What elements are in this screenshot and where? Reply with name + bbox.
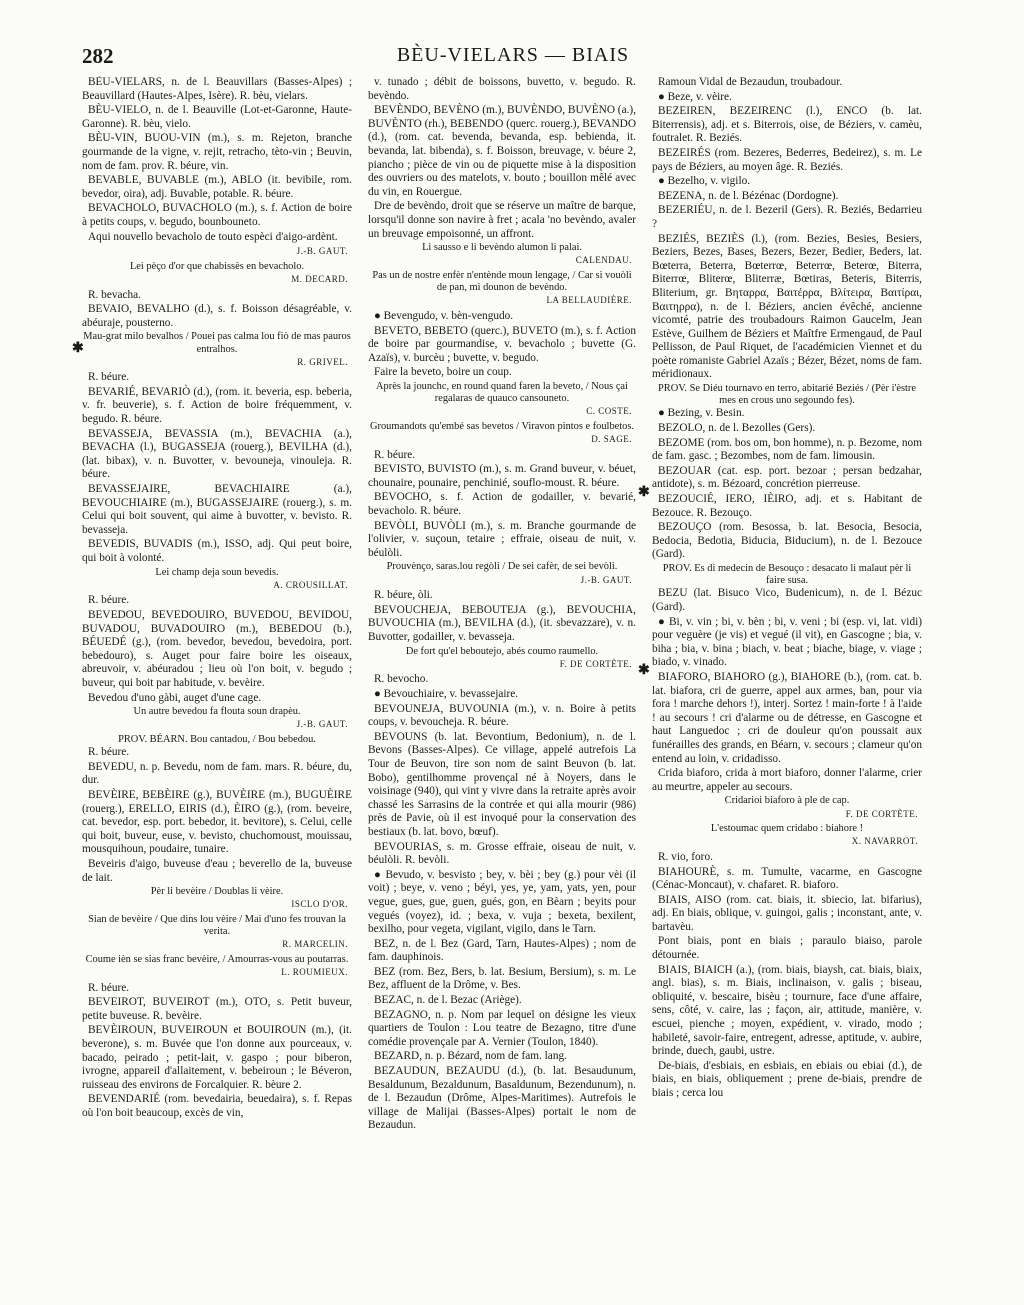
- dictionary-entry: ● Bevudo, v. besvisto ; bey, v. bèi ; bey (g.) pour vèi (il voit) ; beye, v. veno ; béyi, yes, ye, yam, yats, yen, pour vegue, gues, gue, guen, gués, gon, en Bèarn ; beyits pour vegués (voyez), id. ; bexa, v. vuja ; bexeta, bexilent, bexilho, pour vegeta, vigilant, vigilo, dans le Tarn.: [368, 868, 636, 936]
- dictionary-entry: BEVOUNEJA, BUVOUNIA (m.), v. n. Boire à petits coups, v. bevoucheja. R. béure.: [368, 702, 636, 729]
- dictionary-entry: BEVARIÉ, BEVARIÒ (d.), (rom. it. beveria, esp. beberia, v. fr. beuverie), s. f. Action de boire fréquemment, v. begudo. R. béure.: [82, 385, 352, 426]
- dictionary-entry: BEVOUCHEJA, BEBOUTEJA (g.), BEVOUCHIA, BUVOUCHIA (m.), BEVILHA (d.), (it. sbevazzare), v. n. Buvotter, godailler, v. bevasseja.: [368, 603, 636, 644]
- quotation-source: R. MARCELIN.: [282, 939, 348, 950]
- dictionary-entry: BIAIS, BIAICH (a.), (rom. biais, biaysh, cat. biais, biaix, angl. bias), s. m. Biais, inclinaison, v. galis ; biseau, obliquité, v. bescaire, bisèu ; tournure, face d'une affaire, sens, côté, v. caire, las ; façon, air, attitude, manière, v. escuei, pienche ; moyen, expédient, v. virado, modo ; habileté, savoir-faire, entregent, adresse, aptitude, v. aubire, brinde, duech, gaubi, ustre.: [652, 963, 922, 1058]
- dictionary-entry: BÈU-VIN, BUOU-VIN (m.), s. m. Rejeton, branche gourmande de la vigne, v. rejit, retracho, tèto-vin ; Beuvin, nom de fam. prov. R. béure, vin.: [82, 132, 352, 172]
- quotation: Groumandots qu'embé sas bevetos / Viravon pintos e foulbetos.: [370, 420, 634, 432]
- dictionary-entry: BEZEIREN, BEZEIRENC (l.), ENCO (b. lat. Biterrensis), adj. et s. Biterrois, oise, de Béziers, v. camèu, foutralet. R. Beziés.: [652, 105, 922, 145]
- quotation-source: R. GRIVEL.: [297, 356, 348, 367]
- dictionary-entry: BEZU (lat. Bisuco Vico, Budenicum), n. de l. Bézuc (Gard).: [652, 587, 922, 613]
- dictionary-entry: Faire la beveto, boire un coup.: [374, 366, 512, 379]
- dictionary-entry: BEZIÉS, BEZIÈS (l.), (rom. Bezies, Besies, Besiers, Beziers, Bezes, Bases, Bezers, Bezer, Bedier, Beders, lat. Bœterra, Beterra, Bœterrœ, Beterrœ, Beterœ, Biterra, Biterrœ, Bliterœ, Bliterræ, Bœtiras, Beteris, Biterris, Bliterium, gr. Βηταρρα, Βαιτέρρα, Βλίτειρα, Βαιτίραι, Βαιτηρρα), n. de l. Béziers, ancien évêché, ancienne vicomté, patrie des troubadours Raimon Gaucelm, Jean Estève, Guilhem de Béziers et Maîtfre Ermengaud, de Paul Pellisson, de Paul Riquet, de l'académicien Viennet et du poète romaniste Gabriel Azaïs ; Bézer, Bézet, noms de fam. méridionaux.: [652, 232, 922, 381]
- page-header: [82, 44, 944, 70]
- quotation: Lei pèço d'or que chabissès en bevacholo.: [129, 260, 305, 272]
- quotation: Coume ièn se sias franc bevèire, / Amourras-vous au poutarras.: [85, 953, 349, 965]
- dictionary-entry: Dre de bevèndo, droit que se réserve un maître de barque, lorsqu'il donne son navire à fret ; acala 'no bevèndo, avaler un breuvage empoisonné, un affront.: [368, 200, 636, 240]
- column-3: [652, 76, 922, 1291]
- dictionary-entry: BEVEDOU, BEVEDOUIRO, BUVEDOU, BEVIDOU, BUVADOU, BUVADOUIRO (m.), BEBEDOU (b.), BÉUEDÉ (g.), (rom. bevedor, bevedou, bevedoira, port. bebedouro), s. Auget pour faire boire les oiseaux, abreuvoir, v. abéuradou ; lieu où l'on boit, v. begudo ; buveur, qui boit par habitude, v. bevèire.: [82, 609, 352, 689]
- quotation: PROV. BÉARN. Bou cantadou, / Bou bebedou.: [118, 733, 316, 745]
- quotation: PROV. Se Diéu tournavo en terro, abitarié Beziés / (Pèr i'èstre mes en crous uno segoundo fes).: [658, 383, 916, 407]
- dictionary-entry: R. bevocho.: [374, 673, 429, 686]
- dictionary-entry: BIAIS, AISO (rom. cat. biais, it. sbiecio, lat. bifarius), adj. En biais, oblique, v. guingoi, galis ; inconstant, ante, v. bartavèu.: [652, 893, 922, 933]
- quotation-source: CALENDAU.: [575, 255, 632, 266]
- dictionary-entry: BEZ, n. de l. Bez (Gard, Tarn, Hautes-Alpes) ; nom de fam. dauphinois.: [368, 937, 636, 964]
- quotation-source: C. COSTE.: [586, 406, 632, 417]
- quotation: Pèr li bevèire / Doublas li vèire.: [150, 886, 284, 898]
- dictionary-entry: ● Bezing, v. Besin.: [658, 407, 745, 420]
- running-title: BÈU-VIELARS — BIAIS: [396, 44, 630, 66]
- dictionary-entry: v. tunado ; débit de boissons, buvetto, v. begudo. R. bevèndo.: [368, 76, 636, 102]
- dictionary-entry: R. vio, foro.: [658, 850, 713, 863]
- quotation-source: J.-B. GAUT.: [580, 574, 632, 585]
- dictionary-entry: BEZOUAR (cat. esp. port. bezoar ; persan bedzahar, antidote), s. m. Bézoard, concrétion pierreuse.: [652, 464, 922, 491]
- quotation-source: A. CROUSILLAT.: [273, 579, 348, 590]
- dictionary-entry: BEZ (rom. Bez, Bers, b. lat. Besium, Bersium), s. m. Le Bez, affluent de la Drôme, v. Bes.: [368, 965, 636, 992]
- dictionary-entry: R. bevacha.: [88, 288, 142, 301]
- column-2: [368, 76, 636, 1291]
- dictionary-entry: R. béure.: [374, 448, 416, 461]
- dictionary-entry: Beveiris d'aigo, buveuse d'eau ; beverello de la, buveuse de lait.: [82, 857, 352, 884]
- dictionary-entry: BEZAC, n. de l. Bezac (Ariège).: [374, 994, 522, 1007]
- dictionary-entry: BEZAUDUN, BEZAUDU (d.), (b. lat. Besaudunum, Besaldunum, Bezaldunum, Basaldunum, Bezendunum), n. de l. Bezaudun (Drôme, Alpes-Maritimes). Autrefois le village de Malijai (Basses-Alpes) portait le nom de Bezaudun.: [368, 1065, 636, 1132]
- dictionary-entry: Bevedou d'uno gàbi, auget d'une cage.: [88, 691, 262, 704]
- asterisk-mark: ✱: [72, 341, 84, 356]
- quotation-source: F. DE CORTÈTE.: [559, 658, 632, 669]
- dictionary-entry: BEZOME (rom. bos om, bon homme), n. p. Bezome, nom de fam. gasc. ; Bezombes, nom de fam. limousin.: [652, 436, 922, 463]
- dictionary-entry: Crida biaforo, crida à mort biaforo, donner l'alarme, crier au meurtre, appeler au secours.: [652, 767, 922, 793]
- dictionary-entry: BEVOCHO, s. f. Action de godailler, v. bevarié, bevacholo. R. béure.: [368, 491, 636, 518]
- dictionary-entry: BEVENDARIÉ (rom. bevedairia, beuedaira), s. f. Repas où l'on boit beaucoup, excès de vin,: [82, 1093, 352, 1120]
- quotation: Sian de bevèire / Que dins lou vèire / Mai d'uno fes trouvan la verita.: [88, 913, 346, 938]
- quotation: Mau-grat milo bevalhos / Pouei pas calma lou fiò de mas pauros entralhos.: [83, 331, 351, 355]
- dictionary-entry: BEVEDU, n. p. Bevedu, nom de fam. mars. R. béure, du, dur.: [82, 760, 352, 787]
- quotation: Pas un de nostre enfèr n'entènde moun lengage, / Car si vouòli de pan, mi dounon de bevèndo.: [372, 269, 632, 294]
- quotation-source: ISCLO D'OR.: [291, 899, 348, 910]
- quotation: Après la jounchc, en round quand faren la beveto, / Nous çai regalaras de quauco cansouneto.: [376, 380, 628, 405]
- quotation-source: M. DECARD.: [291, 273, 348, 284]
- quotation-source: J.-B. GAUT.: [296, 246, 348, 257]
- dictionary-entry: ● Bi, v. vin ; bi, v. bèn ; bi, v. veni ; bi (esp. vi, lat. vidi) pour veguère (je vis) et vegué (il vit), en Gascogne ; bia, v. biha ; bia, v. bina ; biach, v. beat ; biache, biage, v. viage ; biado, v. vinado.: [652, 615, 922, 669]
- dictionary-entry: ● Bevouchiaire, v. bevassejaire.: [374, 688, 519, 700]
- dictionary-entry: R. béure.: [88, 981, 130, 994]
- dictionary-entry: BEZEIRÉS (rom. Bezeres, Bederres, Bedeirez), s. m. Le pays de Béziers, au moyen âge. R. Beziés.: [652, 146, 922, 173]
- quotation-source: L. ROUMIEUX.: [281, 967, 348, 978]
- dictionary-entry: BEVOURIAS, s. m. Grosse effraie, oiseau de nuit, v. béulòli. R. bevòli.: [368, 840, 636, 867]
- dictionary-entry: BEZOLO, n. de l. Bezolles (Gers).: [658, 422, 816, 435]
- quotation: Li sausso e li bevèndo alumon li palai.: [422, 242, 582, 254]
- dictionary-entry: BEVETO, BEBETO (querc.), BUVETO (m.), s. f. Action de boire par gourmandise, v. bevacholo ; buvette (G. Azaïs), v. burcèu ; buvette, v. begudo.: [368, 324, 636, 364]
- quotation-source: LA BELLAUDIÈRE.: [546, 295, 632, 306]
- dictionary-entry: BEVABLE, BUVABLE (m.), ABLO (it. bevibile, rom. bevedor, oira), adj. Buvable, potable. R. béure.: [82, 174, 352, 200]
- dictionary-entry: BEZARD, n. p. Bézard, nom de fam. lang.: [374, 1050, 567, 1063]
- dictionary-entry: BEZOUÇO (rom. Besossa, b. lat. Besocia, Besocia, Bedocia, Bedotia, Biducia, Biducium), n. de l. Bezouce (Gard).: [652, 521, 922, 561]
- dictionary-entry: BEVEDIS, BUVADIS (m.), ISSO, adj. Qui peut boire, qui boit à volonté.: [82, 538, 352, 565]
- dictionary-entry: BÈU-VIELO, n. de l. Beauville (Lot-et-Garonne, Haute-Garonne). R. bèu, vielo.: [82, 104, 352, 130]
- quotation-source: J.-B. GAUT.: [296, 719, 348, 730]
- page-number: 282: [82, 44, 114, 68]
- dictionary-entry: BEVÈNDO, BEVÈNO (m.), BUVÈNDO, BUVÈNO (a.), BUVÈNTO (rh.), BEBENDO (querc. rouerg.), BEVANDO (d.), (rom. cat. bevenda, bevanda, esp. bebienda, it. bevanda, lat. bibenda), s. f. Boisson, breuvage, v. béure 2, piancho ; pièce de vin ou de piquette mise à la disposition des ouvriers ou des matelots, v. bouto ; bouillon mêlé avec du vin, en Rouergue.: [368, 104, 636, 198]
- dictionary-entry: BEVÈIROUN, BUVEIROUN et BOUIROUN (m.), (it. beverone), s. m. Buvée que l'on donne aux pourceaux, v. bacado, peirado ; petit-lait, v. gaspo ; pour biberon, ivrogne, appareil d'allaitement, v. bebeiroun ; le Béveron, ruisseau des environs de Forcalquier. R. bèure 2.: [82, 1024, 352, 1091]
- dictionary-entry: ● Bezelho, v. vigilo.: [658, 175, 751, 188]
- quotation: Cridarioi biaforo à ple de cap.: [724, 795, 850, 807]
- dictionary-entry: De-biais, d'esbiais, en esbiais, en ebiais ou ebiai (d.), de biais, en biais, obliquement ; prene de-biais, prendre de biais ; cerca lou: [652, 1059, 922, 1099]
- dictionary-entry: BÈU-VIELARS, n. de l. Beauvillars (Basses-Alpes) ; Beauvillard (Hautes-Alpes, Isère). R. bèu, vielars.: [82, 76, 352, 102]
- quotation: Prouvènço, saras.lou regòli / De sei cafèr, de sei bevòli.: [386, 561, 618, 573]
- dictionary-entry: BEVISTO, BUVISTO (m.), s. m. Grand buveur, v. béuet, chounaire, pounaire, penchinié, souflo-moust. R. béure.: [368, 463, 636, 489]
- quotation: De fort qu'el beboutejo, abés coumo raumello.: [405, 645, 599, 657]
- quotation: Lei champ deja soun bevedis.: [155, 566, 279, 578]
- dictionary-entry: ● Bevengudo, v. bèn-vengudo.: [374, 309, 514, 322]
- quotation: Un autre bevedou fa flouta soun drapèu.: [133, 706, 301, 718]
- asterisk-mark: ✱: [638, 485, 650, 500]
- dictionary-entry: BEZENA, n. de l. Bézénac (Dordogne).: [658, 189, 839, 202]
- quotation: PROV. Es di medecin de Besouço : desacato li malaut pèr li faire susa.: [662, 563, 912, 587]
- quotation-source: X. NAVARROT.: [851, 836, 918, 847]
- quotation-source: D. SAGE.: [591, 434, 632, 445]
- dictionary-entry: R. béure.: [88, 594, 130, 607]
- dictionary-entry: BIAFORO, BIAHORO (g.), BIAHORE (b.), (rom. cat. b. lat. biafora, cri de guerre, appel aux armes, ban, pour via fora ! marche dehors !), interj. Sortez ! main-forte ! à l'aide ! au secours ! cri d'alarme ou de détresse, en Gascogne et haut Languedoc ; cri de douleur qu'on poussait aux funérailles des grands, en Béarn, v. secours ; clameur qu'on entend au loin, v. cridadisso.: [652, 670, 922, 765]
- dictionary-entry: BEVEIROT, BUVEIROT (m.), OTO, s. Petit buveur, petite buveuse. R. bevèire.: [82, 996, 352, 1022]
- dictionary-entry: BEVAIO, BEVALHO (d.), s. f. Boisson désagréable, v. abéuraje, pousterno.: [82, 303, 352, 329]
- dictionary-entry: Aqui nouvello bevacholo de touto espèci d'aigo-ardènt.: [88, 230, 338, 243]
- dictionary-entry: ● Beze, v. vèire.: [658, 90, 732, 103]
- dictionary-entry: BEZOUCIÉ, IERO, IÈIRO, adj. et s. Habitant de Bezouce. R. Bezouço.: [652, 493, 922, 519]
- dictionary-entry: BEVOUNS (b. lat. Bevontium, Bedonium), n. de l. Bevons (Basses-Alpes). Ce village, appelé autrefois La Tour de Beuvon, tire son nom de saint Beuvon (b. lat. Bobo), gentilhomme provençal né à Noyers, dans le voisinage (940), qui vint y vivre dans la retraite après avoir chassé les Sarrasins de la contrée et qui alla mourir (986) près de Pavie, où il est invoqué pour la conservation des bestiaux (b. lat. bovo, bœuf).: [368, 730, 636, 838]
- dictionary-entry: BEVACHOLO, BUVACHOLO (m.), s. f. Action de boire à petits coups, v. begudo, bounbouneto.: [82, 202, 352, 228]
- column-1: [82, 76, 352, 1291]
- dictionary-entry: BEVÈIRE, BEBÈIRE (g.), BUVÈIRE (m.), BUGUÈIRE (rouerg.), ERELLO, EIRIS (d.), ÈIRO (g.), (rom. beveire, cat. bevedor, esp. port. bebedor, it. bevitore), s. Celui, celle qui boit, buveur, euse, v. bevisto, chuchomoust, mouissau, mousquihoun, poudaire, tunaire.: [82, 788, 352, 856]
- dictionary-entry: R. béure.: [88, 371, 130, 384]
- dictionary-entry: BEZAGNO, n. p. Nom par lequel on désigne les vieux quartiers de Toulon : Lou teatre de Bezagno, titre d'une comédie provençale par A. Vernier (Toulon, 1840).: [368, 1008, 636, 1048]
- dictionary-entry: BIAHOURÈ, s. m. Tumulte, vacarme, en Gascogne (Cénac-Moncaut), v. chafaret. R. biaforo.: [652, 865, 922, 892]
- dictionary-entry: R. béure, òli.: [374, 589, 433, 602]
- dictionary-entry: BEVASSEJA, BEVASSIA (m.), BEVACHIA (a.), BEVACHA (l.), BUGASSEJA (rouerg.), BEVILHA (d.), (lat. bibax), v. n. Buvotter, v. bevouneja, vinouleja. R. béure.: [82, 427, 352, 481]
- dictionary-entry: Ramoun Vidal de Bezaudun, troubadour.: [658, 76, 843, 88]
- quotation-source: F. DE CORTÈTE.: [845, 808, 918, 819]
- dictionary-entry: BEVASSEJAIRE, BEVACHIAIRE (a.), BEVOUCHIAIRE (m.), BUGASSEJAIRE (rouerg.), s. m. Celui qui boit souvent, qui aime à buvotter, v. bevisto. R. bevasseja.: [82, 483, 352, 536]
- quotation: L'estoumac quem cridabo : biahore !: [710, 823, 864, 835]
- asterisk-mark: ✱: [638, 663, 650, 678]
- dictionary-entry: BEZERIÉU, n. de l. Bezeril (Gers). R. Beziés, Bedarrieu ?: [652, 204, 922, 230]
- dictionary-entry: R. béure.: [88, 746, 130, 759]
- dictionary-entry: BEVÒLI, BUVÒLI (m.), s. m. Branche gourmande de l'olivier, v. suçoun, tetaire ; effraie, oiseau de nuit, v. béulòli.: [368, 519, 636, 559]
- dictionary-entry: Pont biais, pont en biais ; paraulo biaiso, parole détournée.: [652, 935, 922, 962]
